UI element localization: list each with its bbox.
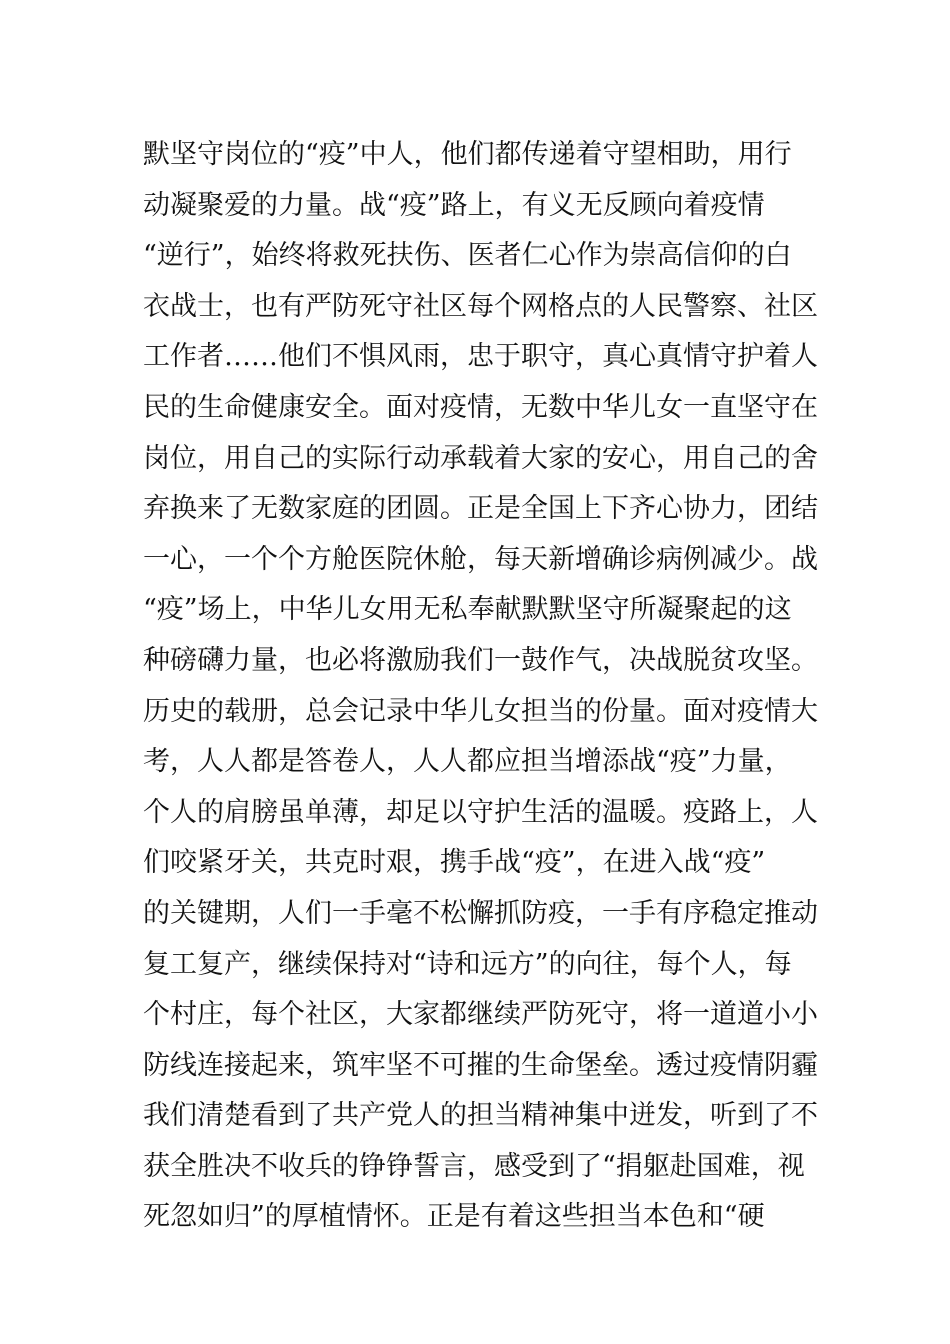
text-line-5: 工作者……他们不惧风雨，忠于职守，真心真情守护着人 [143,341,818,373]
text-line-1: 默坚守岗位的“疫”中人，他们都传递着守望相助，用行 [143,139,792,170]
text-line-7: 岗位，用自己的实际行动承载着大家的安心，用自己的舍 [143,442,818,474]
text-line-3: “逆行”，始终将救死扶伤、医者仁心作为崇高信仰的白 [143,240,792,272]
text-line-9: 一心，一个个方舱医院休舱，每天新增确诊病例减少。战 [143,543,818,575]
text-line-22: 死忽如归”的厚植情怀。正是有着这些担当本色和“硬 [143,1201,765,1233]
text-line-17: 复工复产，继续保持对“诗和远方”的向往，每个人，每 [143,948,792,980]
text-line-16: 的关键期，人们一手毫不松懈抓防疫，一手有序稳定推动 [143,897,818,929]
text-line-12: 历史的载册，总会记录中华儿女担当的份量。面对疫情大 [143,695,818,727]
text-line-10: “疫”场上，中华儿女用无私奉献默默坚守所凝聚起的这 [143,594,792,626]
text-line-4: 衣战士，也有严防死守社区每个网格点的人民警察、社区 [143,290,818,322]
text-line-6: 民的生命健康安全。面对疫情，无数中华儿女一直坚守在 [143,391,818,423]
text-line-2: 动凝聚爱的力量。战“疫”路上，有义无反顾向着疫情 [143,189,765,221]
body-text [143,130,823,1243]
text-line-8: 弃换来了无数家庭的团圆。正是全国上下齐心协力，团结 [143,493,818,525]
text-line-20: 我们清楚看到了共产党人的担当精神集中迸发，听到了不 [143,1100,818,1132]
text-line-13: 考，人人都是答卷人，人人都应担当增添战“疫”力量， [143,746,792,778]
text-line-14: 个人的肩膀虽单薄，却足以守护生活的温暖。疫路上，人 [143,796,818,828]
text-line-19: 防线连接起来，筑牢坚不可摧的生命堡垒。透过疫情阴霾 [143,1049,818,1081]
text-line-21: 获全胜决不收兵的铮铮誓言，感受到了“捐躯赴国难，视 [143,1150,805,1182]
text-line-11: 种磅礴力量，也必将激励我们一鼓作气，决战脱贫攻坚。 [143,644,818,676]
text-line-18: 个村庄，每个社区，大家都继续严防死守，将一道道小小 [143,999,818,1031]
text-line-15: 们咬紧牙关，共克时艰，携手战“疫”，在进入战“疫” [143,847,766,879]
